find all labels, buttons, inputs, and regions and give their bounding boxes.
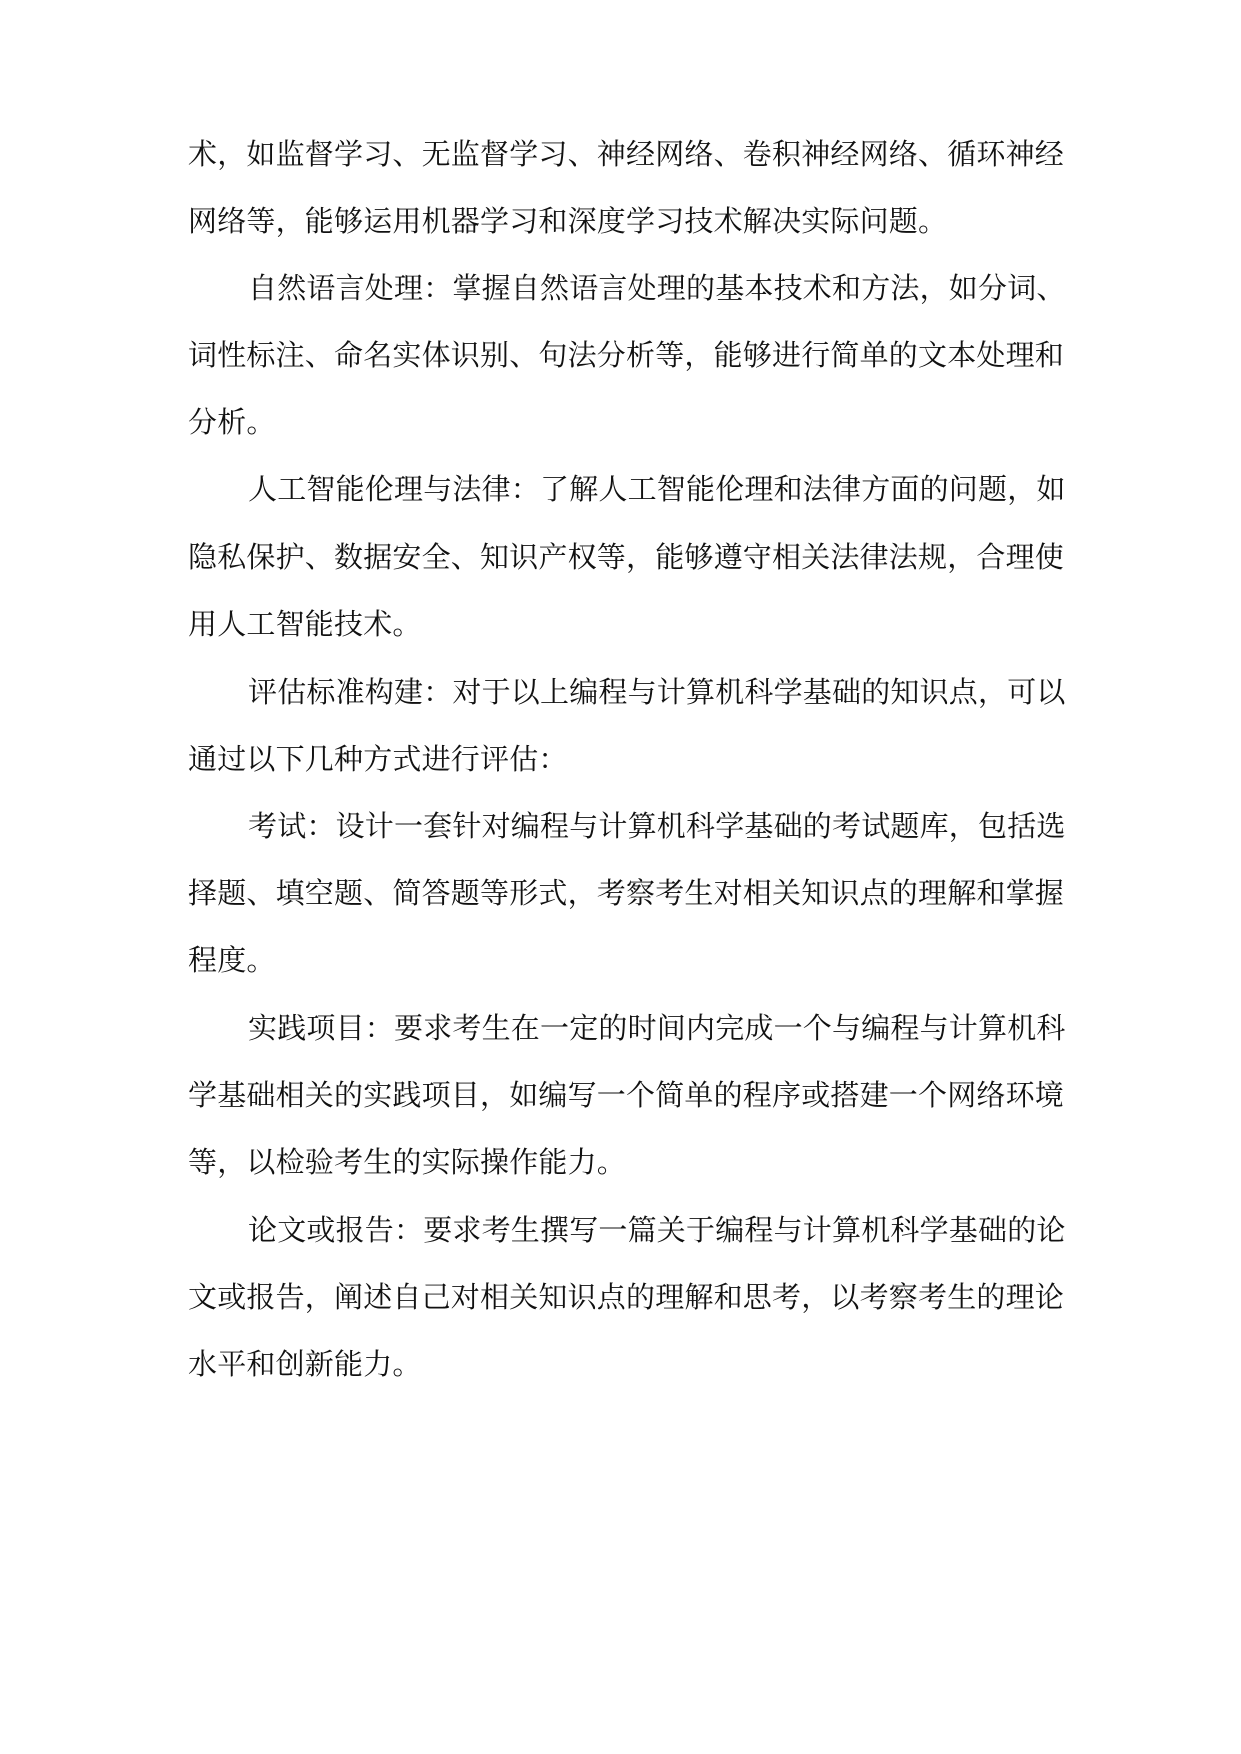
paragraph-ethics-line-2: 隐私保护、数据安全、知识产权等，能够遵守相关法律法规，合理使 <box>188 540 1065 574</box>
paragraph-paper-line-1: 论文或报告：要求考生撰写一篇关于编程与计算机科学基础的论 <box>248 1213 1066 1247</box>
paragraph-ethics-line-1: 人工智能伦理与法律：了解人工智能伦理和法律方面的问题，如 <box>248 472 1066 506</box>
paragraph-nlp-line-3: 分析。 <box>188 405 276 439</box>
paragraph-project-line-3: 等，以检验考生的实际操作能力。 <box>188 1145 627 1179</box>
paragraph-paper-line-2: 文或报告，阐述自己对相关知识点的理解和思考，以考察考生的理论 <box>188 1280 1065 1314</box>
paragraph-nlp-line-1: 自然语言处理：掌握自然语言处理的基本技术和方法，如分词、 <box>248 271 1066 305</box>
paragraph-ethics-line-3: 用人工智能技术。 <box>188 607 422 641</box>
paragraph-exam-line-2: 择题、填空题、简答题等形式，考察考生对相关知识点的理解和掌握 <box>188 876 1065 910</box>
paragraph-nlp-line-2: 词性标注、命名实体识别、句法分析等，能够进行简单的文本处理和 <box>188 338 1065 372</box>
paragraph-project-line-2: 学基础相关的实践项目，如编写一个简单的程序或搭建一个网络环境 <box>188 1078 1065 1112</box>
paragraph-project-line-1: 实践项目：要求考生在一定的时间内完成一个与编程与计算机科 <box>248 1011 1066 1045</box>
paragraph-criteria-line-2: 通过以下几种方式进行评估： <box>188 742 568 776</box>
paragraph-criteria-line-1: 评估标准构建：对于以上编程与计算机科学基础的知识点，可以 <box>248 675 1066 709</box>
paragraph-exam-line-1: 考试：设计一套针对编程与计算机科学基础的考试题库，包括选 <box>248 809 1066 843</box>
paragraph-paper-line-3: 水平和创新能力。 <box>188 1347 422 1381</box>
paragraph-ml-line-1: 术，如监督学习、无监督学习、神经网络、卷积神经网络、循环神经 <box>188 137 1065 171</box>
paragraph-ml-line-2: 网络等，能够运用机器学习和深度学习技术解决实际问题。 <box>188 204 948 238</box>
paragraph-exam-line-3: 程度。 <box>188 943 276 977</box>
